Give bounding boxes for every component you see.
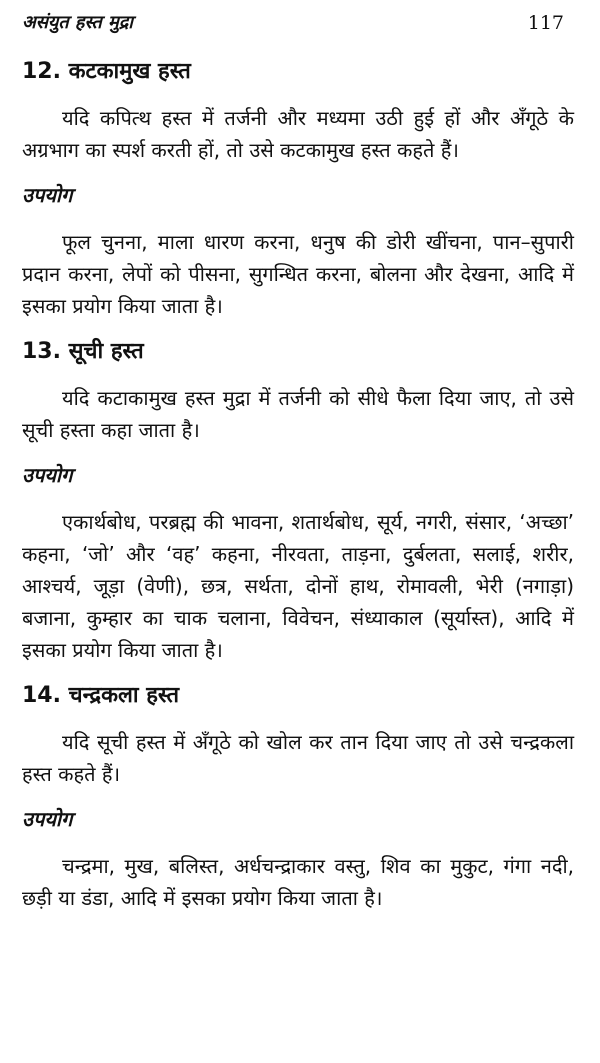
usage-text: फूल चुनना, माला धारण करना, धनुष की डोरी खींचना, पान–सुपारी प्रदान करना, लेपों को पीसना, सुगन्धित करना, बोलना और देखना, आदि में इसका प्रयोग किया जाता है। xyxy=(22,230,574,318)
page-number: 117 xyxy=(527,12,564,34)
section-description: यदि कटाकामुख हस्त मुद्रा में तर्जनी को सीधे फैला दिया जाए, तो उसे सूची हस्ता कहा जाता है। xyxy=(22,386,574,442)
usage-text: एकार्थबोध, परब्रह्म की भावना, शतार्थबोध, सूर्य, नगरी, संसार, ‘अच्छा’ कहना, ‘जो’ और ‘वह’ कहना, नीरवता, ताड़ना, दुर्बलता, सलाई, शरीर, आश्चर्य, जूड़ा (वेणी), छत्र, सर्थता, दोनों हाथ, रोमावली, भेरी (नगाड़ा) बजाना, कुम्हार का चाक चलाना, विवेचन, संध्याकाल (सूर्यास्त), आदि में इसका प्रयोग किया जाता है। xyxy=(22,510,574,662)
section-description: यदि कपित्थ हस्त में तर्जनी और मध्यमा उठी हुई हों और अँगूठे के अग्रभाग का स्पर्श करती हों, तो उसे कटकामुख हस्त कहते हैं। xyxy=(22,106,574,162)
section-suchi-hasta xyxy=(22,336,574,666)
section-katakamukha-hasta xyxy=(22,56,574,322)
section-heading: 13. सूची हस्त xyxy=(22,339,144,364)
section-chandrakala-hasta xyxy=(22,680,574,914)
running-head-title: असंयुत हस्त मुद्रा xyxy=(22,12,133,33)
section-heading: 12. कटकामुख हस्त xyxy=(22,59,191,84)
usage-label: उपयोग xyxy=(22,183,73,207)
section-description: यदि सूची हस्त में अँगूठे को खोल कर तान दिया जाए तो उसे चन्द्रकला हस्त कहते हैं। xyxy=(22,730,574,786)
page-content xyxy=(22,48,574,928)
usage-text: चन्द्रमा, मुख, बलिस्त, अर्धचन्द्राकार वस्तु, शिव का मुकुट, गंगा नदी, छड़ी या डंडा, आदि में इसका प्रयोग किया जाता है। xyxy=(22,854,574,910)
usage-label: उपयोग xyxy=(22,807,73,831)
section-heading: 14. चन्द्रकला हस्त xyxy=(22,683,180,708)
usage-label: उपयोग xyxy=(22,463,73,487)
